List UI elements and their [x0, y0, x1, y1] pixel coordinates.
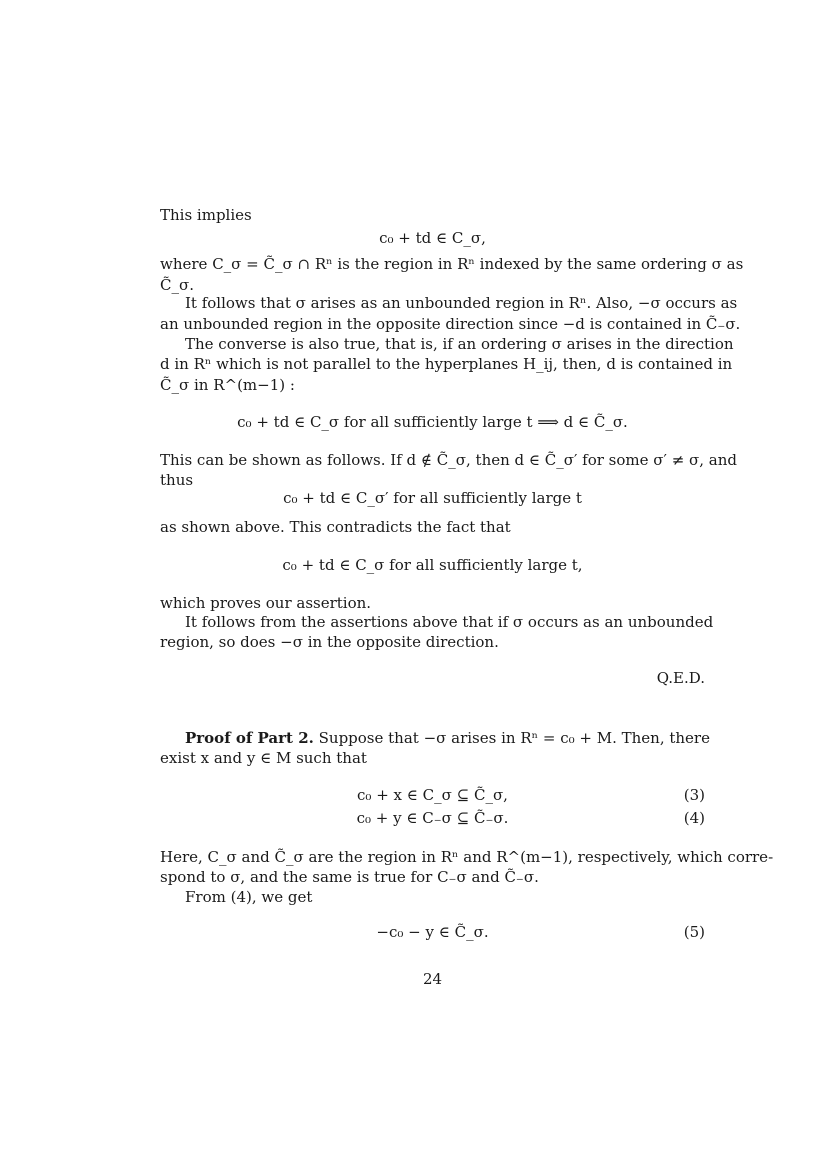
- page-number: 24: [422, 970, 443, 988]
- equation-4: c₀ + y ∈ C₋σ ⊆ C̃₋σ.: [356, 809, 509, 827]
- text-line: It follows from the assertions above that if σ occurs as an unbounded: [185, 613, 714, 631]
- equation-number: (5): [683, 923, 705, 941]
- text-line: Here, C_σ and C̃_σ are the region in Rⁿ and R^(m−1), respectively, which corre-: [160, 848, 774, 866]
- text-line: d in Rⁿ which is not parallel to the hyperplanes H_ij, then, d is contained in: [160, 355, 733, 373]
- text-line: C̃_σ.: [160, 276, 194, 294]
- qed-mark: Q.E.D.: [656, 669, 705, 687]
- proof-line: [185, 728, 710, 748]
- equation: c₀ + td ∈ C_σ for all sufficiently large t,: [282, 556, 583, 574]
- equation-5: −c₀ − y ∈ C̃_σ.: [376, 923, 489, 941]
- equation-3: c₀ + x ∈ C_σ ⊆ C̃_σ,: [357, 786, 508, 804]
- equation: c₀ + td ∈ C_σ′ for all sufficiently large t: [283, 489, 582, 507]
- text-line: exist x and y ∈ M such that: [160, 749, 367, 767]
- text-line: which proves our assertion.: [160, 594, 372, 612]
- text-line: The converse is also true, that is, if an ordering σ arises in the direction: [185, 335, 734, 353]
- equation-number: (3): [683, 786, 705, 804]
- text-line: an unbounded region in the opposite direction since −d is contained in C̃₋σ.: [160, 315, 741, 333]
- text-line: This implies: [160, 206, 252, 224]
- text-line: From (4), we get: [185, 888, 313, 906]
- text-line: region, so does −σ in the opposite direction.: [160, 633, 499, 651]
- equation-number: (4): [683, 809, 705, 827]
- text-line: thus: [160, 471, 194, 489]
- text-line: spond to σ, and the same is true for C₋σ and C̃₋σ.: [160, 868, 539, 886]
- text-line: It follows that σ arises as an unbounded region in Rⁿ. Also, −σ occurs as: [185, 294, 738, 312]
- text-line: as shown above. This contradicts the fact that: [160, 518, 511, 536]
- text-line: where C_σ = C̃_σ ∩ Rⁿ is the region in Rⁿ indexed by the same ordering σ as: [160, 255, 744, 273]
- equation: c₀ + td ∈ C_σ,: [379, 229, 486, 247]
- text-line: This can be shown as follows. If d ∉ C̃_σ, then d ∈ C̃_σ′ for some σ′ ≠ σ, and: [160, 451, 738, 469]
- proof-heading: Proof of Part 2.: [185, 729, 314, 747]
- proof-text: Suppose that −σ arises in Rⁿ = c₀ + M. Then, there: [313, 729, 710, 747]
- equation: c₀ + td ∈ C_σ for all sufficiently large t ⟹ d ∈ C̃_σ.: [237, 413, 628, 431]
- text-line: C̃_σ in R^(m−1) :: [160, 376, 295, 394]
